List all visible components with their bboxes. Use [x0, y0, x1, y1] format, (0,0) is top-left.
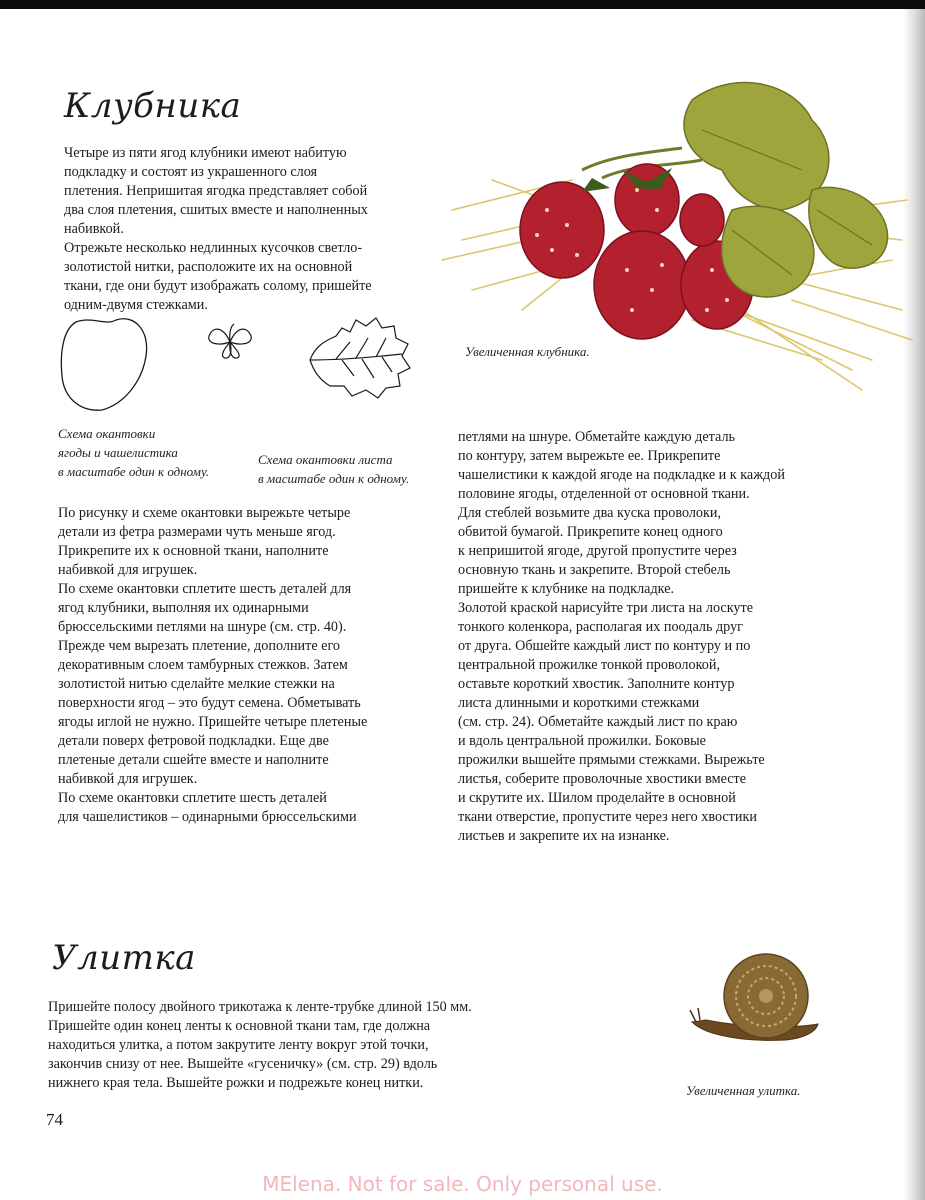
caption-line: ягоды и чашелистика	[58, 445, 178, 460]
strawberry-right-column	[458, 428, 858, 846]
caption-line: в масштабе один к одному.	[58, 464, 210, 479]
text-line: от друга. Обшейте каждый лист по контуру и по	[458, 638, 751, 654]
text-line: половине ягоды, отделенной от основной ткани.	[458, 486, 750, 502]
snail-text	[48, 998, 568, 1093]
snail-photo-caption: Увеличенная улитка.	[686, 1083, 801, 1098]
scan-top-edge	[0, 0, 925, 9]
text-line: чашелистики к каждой ягоде на подкладке и к каждой	[458, 467, 785, 483]
text-line: Прежде чем вырезать плетение, дополните его	[58, 638, 341, 654]
text-line: По схеме окантовки сплетите шесть деталей	[58, 790, 327, 806]
text-line: Пришейте полосу двойного трикотажа к ленте-трубке длиной 150 мм.	[48, 999, 472, 1015]
text-line: листья, соберите проволочные хвостики вместе	[458, 771, 747, 787]
caption-line: Схема окантовки	[58, 426, 156, 441]
strawberry-left-column	[58, 504, 438, 827]
text-line: для чашелистиков – одинарными брюссельскими	[58, 809, 357, 825]
section-title-snail: Улитка	[52, 938, 196, 978]
text-line: декоративным слоем тамбурных стежков. Затем	[58, 657, 348, 673]
text-line: Золотой краской нарисуйте три листа на лоскуте	[458, 600, 753, 616]
watermark: MElena. Not for sale. Only personal use.	[262, 1172, 663, 1196]
text-line: золотистой нитью сделайте мелкие стежки на	[58, 676, 335, 692]
text-line: Прикрепите их к основной ткани, наполните	[58, 543, 329, 559]
text-line: нижнего края тела. Вышейте рожки и подрежьте конец нитки.	[48, 1075, 424, 1091]
text-line: набивкой для игрушек.	[58, 771, 198, 787]
text-line: плетения. Непришитая ягодка представляет собой	[64, 183, 368, 199]
text-line: детали из фетра размерами чуть меньше ягод.	[58, 524, 336, 540]
section-title-strawberry: Клубника	[64, 86, 242, 126]
text-line: ягоды иглой не нужно. Пришейте четыре плетеные	[58, 714, 368, 730]
text-line: и вдоль центральной прожилки. Боковые	[458, 733, 706, 749]
snail-embroidery-photo	[686, 950, 822, 1062]
text-line: поверхности ягод – это будут семена. Обметывать	[58, 695, 361, 711]
text-line: набивкой для игрушек.	[58, 562, 198, 578]
text-line: (см. стр. 24). Обметайте каждый лист по краю	[458, 714, 738, 730]
text-line: Отрежьте несколько недлинных кусочков светло-	[64, 240, 363, 256]
text-line: закончив снизу от нее. Вышейте «гусеничку» (см. стр. 29) вдоль	[48, 1056, 438, 1072]
strawberry-photo-caption: Увеличенная клубника.	[465, 344, 590, 359]
text-line: По рисунку и схеме окантовки вырежьте четыре	[58, 505, 351, 521]
text-line: детали поверх фетровой подкладки. Еще две	[58, 733, 329, 749]
text-line: Для стеблей возьмите два куска проволоки,	[458, 505, 722, 521]
text-line: одним-двумя стежками.	[64, 297, 208, 313]
page-number: 74	[46, 1110, 63, 1129]
sepal-template-outline	[201, 322, 259, 360]
text-line: оставьте короткий хвостик. Заполните контур	[458, 676, 735, 692]
berry-template-caption	[58, 424, 209, 481]
caption-line: в масштабе один к одному.	[258, 471, 410, 486]
text-line: подкладку и состоят из украшенного слоя	[64, 164, 318, 180]
text-line: основную ткань и закрепите. Второй стебель	[458, 562, 731, 578]
text-line: листа длинными и короткими стежками	[458, 695, 700, 711]
text-line: Четыре из пяти ягод клубники имеют набитую	[64, 145, 347, 161]
leaf-template-caption	[258, 450, 409, 488]
text-line: обвитой бумагой. Прикрепите конец одного	[458, 524, 723, 540]
text-line: набивкой.	[64, 221, 124, 237]
text-line: ткани, где они будут изображать солому, пришейте	[64, 278, 372, 294]
text-line: пришейте к клубнике на подкладке.	[458, 581, 675, 597]
leaf-template-outline	[306, 316, 414, 400]
text-line: брюссельскими петлями на шнуре (см. стр. 40).	[58, 619, 347, 635]
text-line: плетеные детали сшейте вместе и наполните	[58, 752, 329, 768]
strawberry-intro	[64, 144, 449, 315]
text-line: ткани отверстие, пропустите через него хвостики	[458, 809, 757, 825]
text-line: и скрутите их. Шилом проделайте в основной	[458, 790, 736, 806]
text-line: по контуру, затем вырежьте ее. Прикрепите	[458, 448, 721, 464]
text-line: листьев и закрепите их на изнанке.	[458, 828, 670, 844]
text-line: прожилки вышейте прямыми стежками. Вырежьте	[458, 752, 765, 768]
text-line: к непришитой ягоде, другой пропустите через	[458, 543, 737, 559]
text-line: По схеме окантовки сплетите шесть деталей для	[58, 581, 352, 597]
berry-template-outline	[58, 316, 154, 412]
text-line: два слоя плетения, сшитых вместе и наполненных	[64, 202, 368, 218]
caption-line: Схема окантовки листа	[258, 452, 393, 467]
text-line: тонкого коленкора, располагая их поодаль друг	[458, 619, 744, 635]
text-line: центральной прожилке тонкой проволокой,	[458, 657, 721, 673]
text-line: находиться улитка, а потом закрутите ленту вокруг этой точки,	[48, 1037, 429, 1053]
text-line: ягод клубники, выполняя их одинарными	[58, 600, 309, 616]
text-line: петлями на шнуре. Обметайте каждую деталь	[458, 429, 735, 445]
text-line: золотистой нитки, расположите их на основной	[64, 259, 353, 275]
text-line: Пришейте один конец ленты к основной ткани там, где должна	[48, 1018, 431, 1034]
